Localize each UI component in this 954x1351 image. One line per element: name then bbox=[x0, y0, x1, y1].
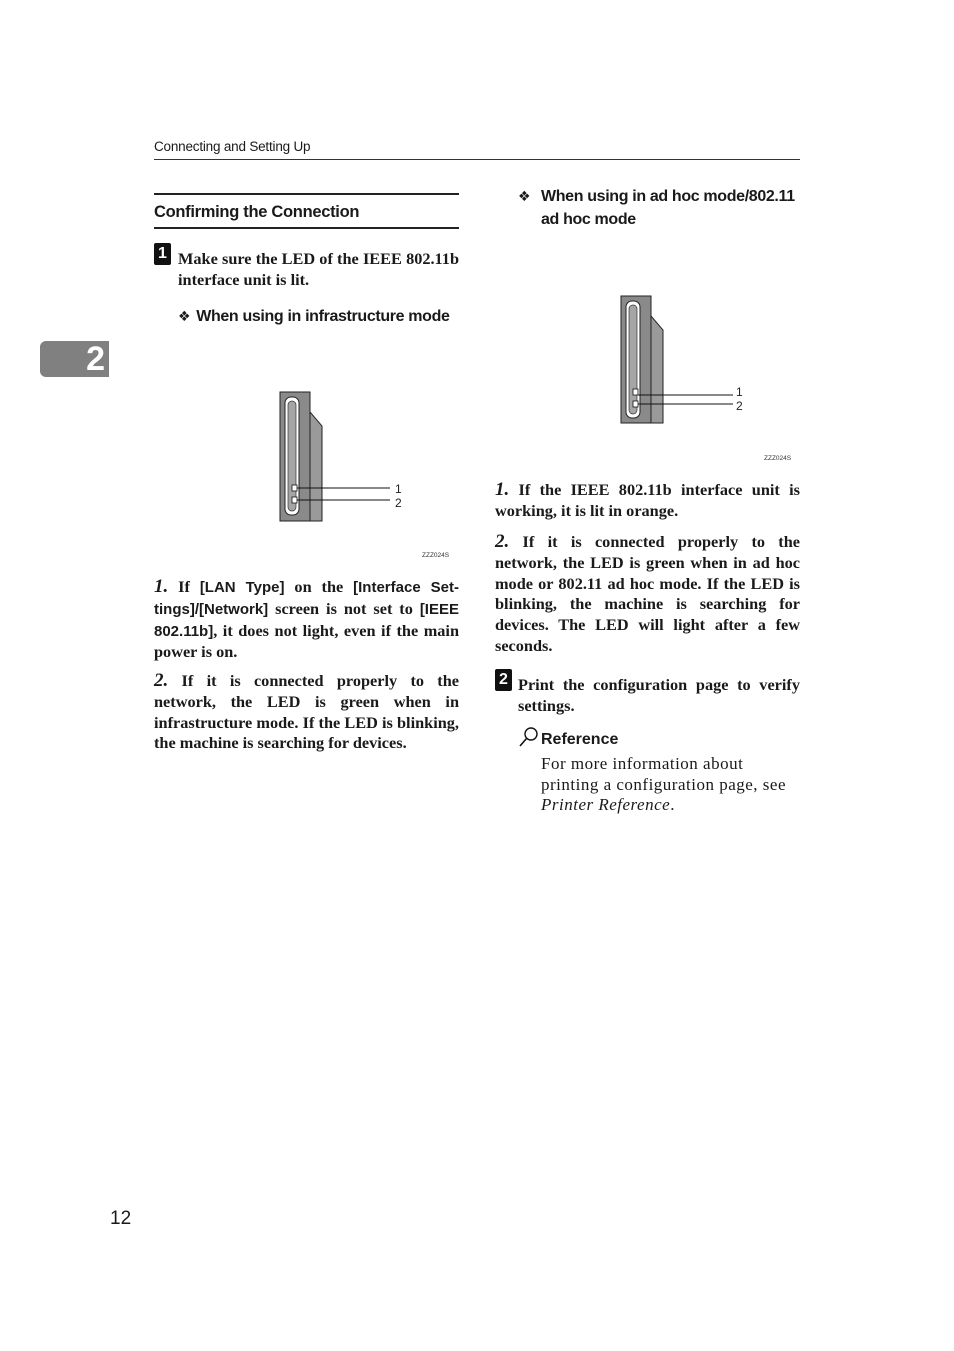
infrastructure-mode-heading-text: When using in infrastructure mode bbox=[196, 308, 450, 325]
callout-label-1: 1 bbox=[395, 482, 402, 496]
note-number: 1. bbox=[495, 479, 510, 500]
magnifier-icon bbox=[518, 726, 540, 748]
chapter-tab bbox=[40, 341, 109, 377]
interface-unit-figure-adhoc bbox=[611, 292, 801, 468]
chapter-number: 2 bbox=[86, 340, 105, 378]
callout-label-1: 1 bbox=[736, 385, 743, 399]
adhoc-note-1 bbox=[495, 480, 800, 522]
note-text: on the bbox=[284, 577, 354, 596]
interface-settings-key: [Interface Set-tings]/[Network] bbox=[154, 579, 459, 618]
note-text: If the IEEE 802.11b interface unit is working, it is lit in orange. bbox=[495, 480, 800, 520]
note-text: If it is connected properly to the network, the LED is green when in ad hoc mode or 802.11 ad hoc mode. If the LED is blinking, the machine is searching for devices. The LED will light after a few seconds. bbox=[495, 532, 801, 655]
diamond-bullet-icon: ❖ bbox=[518, 188, 531, 204]
step-2-text: Print the configuration page to verify settings. bbox=[518, 675, 800, 715]
note-number: 2. bbox=[495, 531, 510, 552]
header-rule bbox=[154, 159, 800, 160]
infrastructure-note-1 bbox=[154, 577, 459, 663]
note-text: If bbox=[178, 577, 200, 596]
section-title: Confirming the Connection bbox=[154, 203, 360, 221]
note-text: , it does not light, even if the main power is on. bbox=[154, 620, 459, 662]
running-header: Connecting and Setting Up bbox=[154, 139, 311, 154]
section-heading-box bbox=[154, 193, 459, 229]
printer-reference-title: Printer Reference bbox=[541, 795, 671, 814]
lan-type-key: [LAN Type] bbox=[199, 579, 285, 596]
step-2-badge: 2 bbox=[495, 669, 512, 691]
adhoc-mode-heading-text: When using in ad hoc mode/802.11 ad hoc mode bbox=[541, 188, 795, 228]
infrastructure-note-2 bbox=[154, 671, 459, 754]
interface-unit-figure-infrastructure bbox=[270, 388, 460, 564]
note-number: 1. bbox=[154, 576, 169, 597]
diamond-bullet-icon: ❖ bbox=[178, 308, 191, 324]
note-number: 2. bbox=[154, 670, 169, 691]
step-1-badge: 1 bbox=[154, 243, 171, 265]
callout-label-2: 2 bbox=[736, 399, 743, 413]
adhoc-note-2 bbox=[495, 532, 800, 657]
infrastructure-mode-heading bbox=[178, 305, 468, 328]
reference-text bbox=[541, 754, 800, 816]
adhoc-mode-heading bbox=[518, 185, 803, 231]
page-number: 12 bbox=[110, 1208, 132, 1229]
figure-code: ZZZ024S bbox=[422, 552, 450, 559]
interface-unit-drawing bbox=[280, 392, 322, 521]
ieee-key: [IEEE 802.11b] bbox=[154, 600, 459, 640]
reference-text-before: For more information about printing a configuration page, see bbox=[541, 754, 787, 794]
note-text: screen is not set to bbox=[268, 598, 420, 618]
callout-label-2: 2 bbox=[395, 496, 402, 510]
step-1-text: Make sure the LED of the IEEE 802.11b interface unit is lit. bbox=[178, 249, 459, 289]
note-text: If it is connected properly to the network, the LED is green when in infrastructure mode. If the LED is blinking, the machine is searching for devices. bbox=[154, 671, 460, 753]
figure-code: ZZZ024S bbox=[764, 455, 792, 462]
reference-text-after: . bbox=[670, 795, 675, 814]
reference-label: Reference bbox=[541, 731, 619, 748]
